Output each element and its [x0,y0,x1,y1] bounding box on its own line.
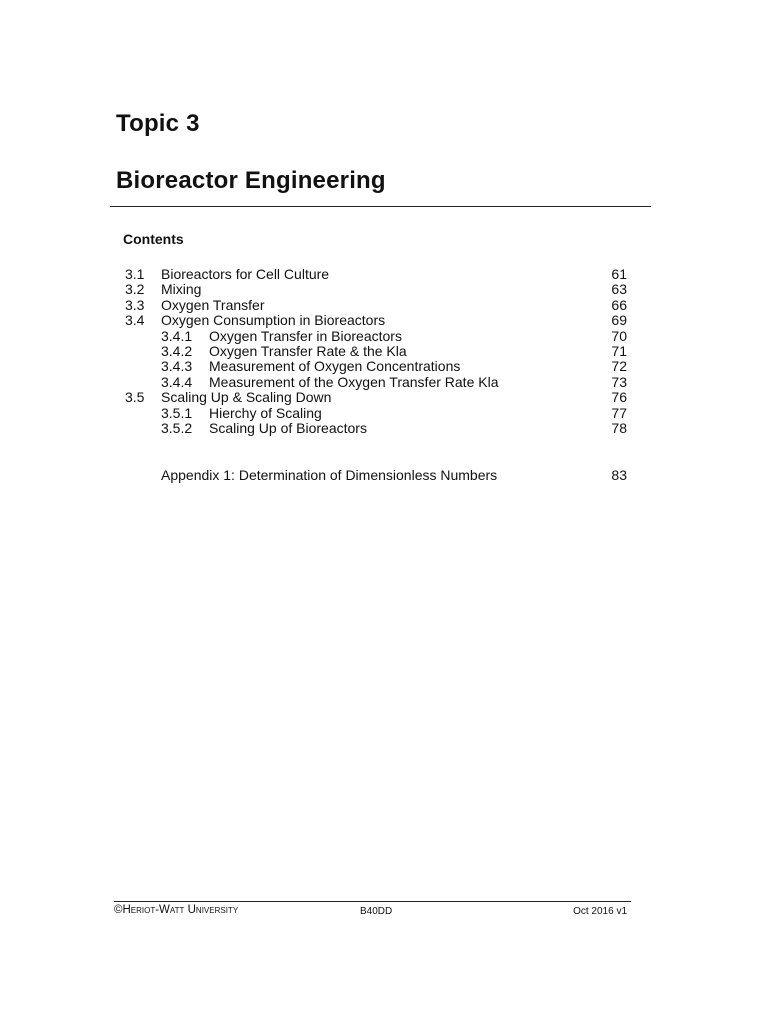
footer-course-code: B40DD [360,906,393,917]
toc-entry-page: 63 [611,281,627,298]
toc-entry-title: Measurement of Oxygen Concentrations [209,358,461,375]
contents-heading: Contents [123,231,184,247]
toc-entry[interactable] [0,298,768,313]
toc-entry-page: 72 [611,358,627,375]
toc-entry-number: 3.4.1 [161,327,193,344]
toc-entry-number: 3.3 [125,296,145,313]
toc-entry[interactable] [0,267,768,282]
toc-entry-page: 76 [611,389,627,406]
footer-version: Oct 2016 v1 [573,906,627,917]
footer-copyright: ©Heriot-Watt University [114,904,239,916]
toc-entry-title: Oxygen Transfer [161,296,265,313]
toc-appendix-title: Appendix 1: Determination of Dimensionless Numbers [161,467,498,483]
toc-entry[interactable] [0,282,768,297]
toc-entry-number: 3.4.3 [161,358,193,375]
toc-entry[interactable] [0,390,768,405]
page-title: Bioreactor Engineering [116,167,386,194]
toc-entry-page: 77 [611,404,627,421]
toc-entry-number: 3.2 [125,281,145,298]
toc-entry[interactable] [0,344,768,359]
toc-entry[interactable] [0,406,768,421]
toc-entry-page: 73 [611,373,627,390]
toc-appendix-page: 83 [611,467,627,483]
toc-entry-title: Bioreactors for Cell Culture [161,266,330,282]
toc-entry-number: 3.1 [125,266,145,282]
toc-entry-title: Oxygen Transfer Rate & the Kla [209,342,407,359]
toc-entry-page: 66 [611,296,627,313]
toc-entry-title: Hierchy of Scaling [209,404,322,421]
toc-appendix-entry[interactable] [0,467,768,483]
toc-entry-page: 78 [611,419,627,436]
toc-entry[interactable] [0,359,768,374]
toc-entry-title: Scaling Up & Scaling Down [161,389,332,406]
toc-entry-page: 69 [611,312,627,329]
toc-entry-title: Scaling Up of Bioreactors [209,419,367,436]
toc-entry[interactable] [0,329,768,344]
title-divider [110,206,651,207]
topic-label: Topic 3 [116,110,200,137]
toc-entry-number: 3.4.4 [161,373,193,390]
toc-entry-number: 3.5 [125,389,145,406]
footer-divider [114,901,631,902]
toc-entry-page: 61 [611,266,627,282]
toc-entry-page: 71 [611,342,627,359]
toc-entry-title: Mixing [161,281,202,298]
toc-entry-number: 3.4 [125,312,145,329]
toc-entry-page: 70 [611,327,627,344]
toc-entry-number: 3.4.2 [161,342,193,359]
toc-entry[interactable] [0,421,768,436]
toc-entry-title: Oxygen Consumption in Bioreactors [161,312,386,329]
toc-entry[interactable] [0,313,768,328]
toc-entry[interactable] [0,375,768,390]
toc-entry-title: Oxygen Transfer in Bioreactors [209,327,402,344]
toc-entry-title: Measurement of the Oxygen Transfer Rate Kla [209,373,499,390]
toc-entry-number: 3.5.1 [161,404,193,421]
table-of-contents [0,267,768,436]
toc-entry-number: 3.5.2 [161,419,193,436]
